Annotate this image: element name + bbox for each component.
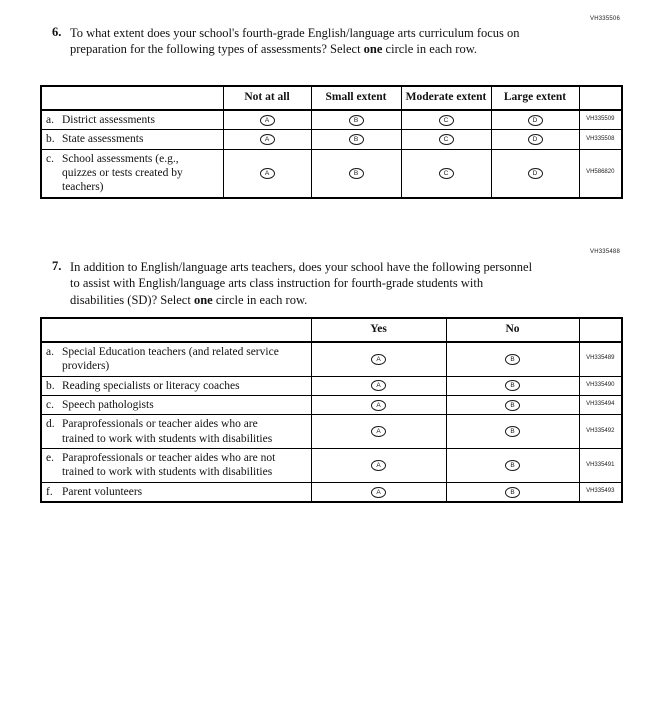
- answer-circle[interactable]: A: [371, 487, 386, 498]
- q6-col-large-extent: Large extent: [491, 86, 579, 110]
- q7-col-yes: Yes: [311, 318, 446, 342]
- table-row: [41, 149, 622, 198]
- row-text: District assessments: [62, 113, 155, 126]
- row-text: Paraprofessionals or teacher aides who are not trained to work with students with disabilities: [62, 452, 276, 479]
- question-6-prompt: [52, 25, 538, 58]
- row-label: [41, 395, 311, 414]
- row-text: Parent volunteers: [62, 485, 143, 498]
- q6-empty-header-cell: [41, 86, 223, 110]
- q6-col-not-at-all: Not at all: [223, 86, 311, 110]
- q7-header-row: [41, 318, 622, 342]
- row-text: Reading specialists or literacy coaches: [62, 379, 240, 392]
- answer-circle[interactable]: B: [349, 168, 364, 179]
- option-cell: [223, 130, 311, 149]
- q7-empty-code-header-cell: [579, 318, 622, 342]
- table-row: [41, 130, 622, 149]
- option-cell: [446, 415, 579, 449]
- answer-circle[interactable]: D: [528, 134, 543, 145]
- answer-circle[interactable]: B: [505, 460, 520, 471]
- answer-circle[interactable]: C: [439, 115, 454, 126]
- table-row: [41, 110, 622, 130]
- question-6-text-before: To what extent does your school's fourth-grade English/language arts curriculum focus on preparation for the following types of assessments? Select: [70, 26, 520, 57]
- answer-circle[interactable]: B: [505, 400, 520, 411]
- q6-col-moderate-extent: Moderate extent: [401, 86, 491, 110]
- row-item-code: VH335509: [579, 110, 622, 130]
- option-cell: [223, 149, 311, 198]
- answer-circle[interactable]: B: [349, 115, 364, 126]
- question-7-text: [70, 259, 538, 308]
- option-cell: [491, 149, 579, 198]
- option-cell: [446, 449, 579, 483]
- row-letter: a.: [46, 345, 54, 358]
- option-cell: [311, 130, 401, 149]
- row-letter: c.: [46, 152, 54, 165]
- row-letter: d.: [46, 418, 55, 431]
- question-6-item-code: VH335506: [590, 16, 620, 22]
- row-item-code: VH335493: [579, 482, 622, 502]
- row-item-code: VH335508: [579, 130, 622, 149]
- answer-circle[interactable]: B: [349, 134, 364, 145]
- option-cell: [401, 149, 491, 198]
- row-label: [41, 376, 311, 395]
- question-7-text-after: circle in each row.: [212, 292, 308, 307]
- table-row: [41, 342, 622, 376]
- answer-circle[interactable]: A: [371, 460, 386, 471]
- option-cell: [311, 395, 446, 414]
- row-text: Special Education teachers (and related service providers): [62, 345, 279, 373]
- question-7-table: [40, 317, 623, 503]
- answer-circle[interactable]: B: [505, 354, 520, 365]
- question-6-text-after: circle in each row.: [382, 42, 478, 57]
- option-cell: [446, 342, 579, 376]
- option-cell: [446, 482, 579, 502]
- answer-circle[interactable]: B: [505, 426, 520, 437]
- answer-circle[interactable]: C: [439, 168, 454, 179]
- answer-circle[interactable]: A: [371, 380, 386, 391]
- question-7-number: 7.: [52, 259, 62, 273]
- option-cell: [311, 482, 446, 502]
- answer-circle[interactable]: A: [260, 134, 275, 145]
- table-row: [41, 482, 622, 502]
- table-row: [41, 415, 622, 449]
- option-cell: [311, 110, 401, 130]
- row-label: [41, 149, 223, 198]
- row-item-code: VH335491: [579, 449, 622, 483]
- question-7-item-code: VH335488: [590, 249, 620, 255]
- answer-circle[interactable]: A: [371, 400, 386, 411]
- option-cell: [446, 376, 579, 395]
- answer-circle[interactable]: A: [260, 115, 275, 126]
- q7-col-no: No: [446, 318, 579, 342]
- row-text: Paraprofessionals or teacher aides who are trained to work with students with disabilities: [62, 418, 273, 445]
- question-7-text-bold: one: [193, 292, 213, 307]
- q7-empty-header-cell: [41, 318, 311, 342]
- row-letter: a.: [46, 113, 54, 126]
- row-text: State assessments: [62, 133, 144, 146]
- question-6-number: 6.: [52, 25, 62, 39]
- row-item-code: VH335492: [579, 415, 622, 449]
- table-row: [41, 395, 622, 414]
- answer-circle[interactable]: A: [371, 354, 386, 365]
- option-cell: [491, 110, 579, 130]
- answer-circle[interactable]: C: [439, 134, 454, 145]
- table-row: [41, 449, 622, 483]
- answer-circle[interactable]: D: [528, 115, 543, 126]
- row-label: [41, 482, 311, 502]
- option-cell: [311, 342, 446, 376]
- row-label: [41, 415, 311, 449]
- answer-circle[interactable]: B: [505, 380, 520, 391]
- q6-header-row: [41, 86, 622, 110]
- option-cell: [223, 110, 311, 130]
- row-label: [41, 342, 311, 376]
- row-letter: c.: [46, 398, 54, 411]
- question-6-table: [40, 85, 623, 199]
- answer-circle[interactable]: B: [505, 487, 520, 498]
- row-label: [41, 110, 223, 130]
- option-cell: [311, 449, 446, 483]
- question-6-text: [70, 25, 538, 58]
- answer-circle[interactable]: D: [528, 168, 543, 179]
- option-cell: [446, 395, 579, 414]
- row-item-code: VH335494: [579, 395, 622, 414]
- option-cell: [491, 130, 579, 149]
- answer-circle[interactable]: A: [371, 426, 386, 437]
- row-text: School assessments (e.g., quizzes or tests created by teachers): [62, 152, 183, 194]
- row-letter: e.: [46, 452, 54, 465]
- row-label: [41, 130, 223, 149]
- row-letter: b.: [46, 133, 55, 146]
- question-7-text-before: In addition to English/language arts teachers, does your school have the following personnel to assist with English/language arts class instruction for fourth-grade students with disabilities (SD)? Select: [70, 260, 533, 307]
- table-row: [41, 376, 622, 395]
- row-item-code: VH586820: [579, 149, 622, 198]
- option-cell: [311, 415, 446, 449]
- question-7-prompt: [52, 259, 538, 308]
- answer-circle[interactable]: A: [260, 168, 275, 179]
- row-text: Speech pathologists: [62, 398, 154, 411]
- row-letter: b.: [46, 379, 55, 392]
- option-cell: [311, 149, 401, 198]
- row-item-code: VH335490: [579, 376, 622, 395]
- option-cell: [401, 110, 491, 130]
- option-cell: [401, 130, 491, 149]
- option-cell: [311, 376, 446, 395]
- row-letter: f.: [46, 485, 53, 498]
- q6-col-small-extent: Small extent: [311, 86, 401, 110]
- row-label: [41, 449, 311, 483]
- row-item-code: VH335489: [579, 342, 622, 376]
- q6-empty-code-header-cell: [579, 86, 622, 110]
- question-6-text-bold: one: [363, 42, 383, 57]
